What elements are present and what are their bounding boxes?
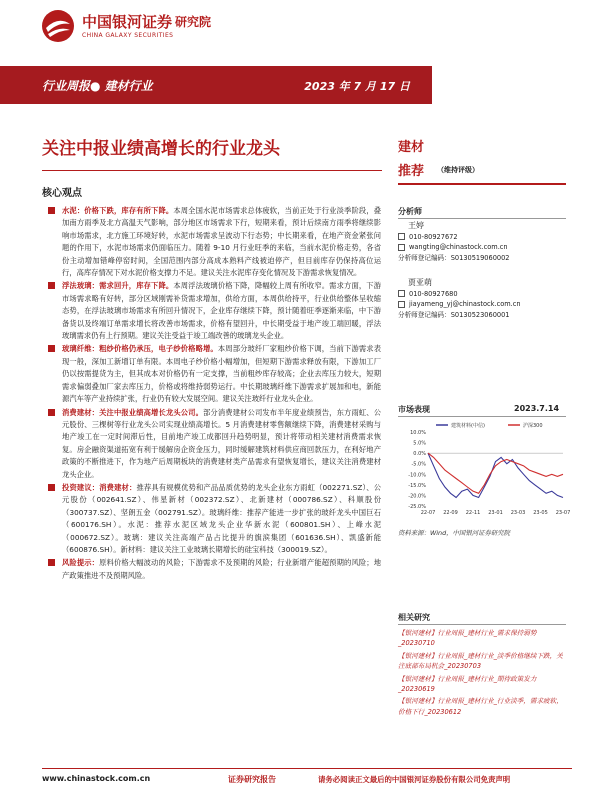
institute-label: 研究院 <box>175 15 212 29</box>
market-title: 市场表现 <box>398 405 430 414</box>
y-tick-label: 0.0% <box>413 451 426 458</box>
para-risk <box>48 557 381 582</box>
analyst-card-1 <box>398 221 568 263</box>
para-text: 部分消费建材公司发布半年度业绩预告，东方雨虹、公元股份、三棵树等行业龙头公司实现业绩高增长。5 月消费建材零售额继续下降，消费建材采购与地产竣工在一定时间滞后性，目前地产竣工成都回升趋势明显，预计将带动相关建材消费需求恢复。房企融资渠道拓宽有利于缓解房企资金压力，同时缓解建筑材料供应商回款压力，在利好地产政策的不断推进下，作为地产后周期板块的消费建材类产品需求有望恢复增长，建议关注消费建材龙头企业。 <box>62 407 382 479</box>
related-item[interactable]: 【银河建材】行业周报_建材行业_淡季价格继续下跌，关注底部布局机会_20230703 <box>398 651 563 671</box>
company-logo <box>40 8 260 44</box>
x-tick-label: 23-07 <box>555 510 571 516</box>
analyst-divider <box>398 218 566 219</box>
footer-report-label: 证券研究报告 <box>228 775 276 784</box>
para-lead: 浮法玻璃：需求回升，库存下降。 <box>62 281 174 291</box>
chart-source: 资料来源：Wind，中国银河证券研究院 <box>398 529 511 537</box>
bullet-icon <box>48 559 55 566</box>
email-icon <box>398 301 405 308</box>
para-cement <box>48 205 381 279</box>
y-tick-label: -20.0% <box>408 493 426 500</box>
footer-disclaimer: 请务必阅读正文最后的中国银河证券股份有限公司免责声明 <box>318 775 511 784</box>
core-viewpoints <box>48 205 381 583</box>
para-lead: 玻璃纤维：粗纱价格仍承压，电子纱价格略增。 <box>62 344 218 354</box>
bullet-icon <box>48 282 55 289</box>
footer-url[interactable]: www.chinastock.com.cn <box>42 774 151 783</box>
x-tick-label: 22-09 <box>443 510 458 516</box>
para-text: 推荐具有规模优势和产品品质优势的龙头企业东方雨虹（002271.SZ）、公元股份（002641.SZ）、伟星新材（002372.SZ）、北新建材（000786.SZ）、科顺股份（300737.SZ）、坚朗五金（002791.SZ）。玻璃纤维：推荐产能进一步扩张的玻纤龙头中国巨石（600176.SH）。水泥：推荐水泥区域龙头企业华新水泥（600801.SH）、上峰水泥（000672.SZ）。玻璃：建议关注高端产品占比提升的旗滨集团（601636.SH）、凯盛新能（600876.SH）。新材料：建议关注工业玻璃长期增长的硅宝科技（300019.SZ）。 <box>62 482 382 554</box>
analyst-name: 王婷 <box>408 221 424 230</box>
para-lead: 投资建议：消费建材： <box>62 482 137 492</box>
analyst-cert: 分析师登记编码：S0130523060001 <box>398 310 510 319</box>
para-investment <box>48 482 381 556</box>
market-date: 2023.7.14 <box>514 404 560 413</box>
report-type: 行业周报● 建材行业 <box>42 79 153 93</box>
logo-en-text: CHINA GALAXY SECURITIES <box>82 31 174 39</box>
para-text: 本周全国水泥市场需求总体疲软，当前正处于行业淡季阶段，叠加南方雨季及北方高温天气影响，部分地区市场需求下行，短期来看，预计后续南方雨季将继续影响市场需求，北方施工环境好转，水泥市场需求呈波动下行态势；中长期来看，在地产资金紧张问题的作用下，水泥市场需求仍面临压力。随着 9-10 月行业旺季的来临，当前水泥价格走势，各省份主动增加错峰停窑时间，全国范围内部分高成本熟料产线被迫停产，但目前库存仍保持高位运行，高库存情况下对水泥价格支撑力不足。建议关注水泥库存变化情况及下游需求恢复情况。 <box>62 206 382 278</box>
related-title: 相关研究 <box>398 613 430 622</box>
x-tick-label: 23-01 <box>488 510 503 516</box>
y-tick-label: -5.0% <box>411 461 426 468</box>
report-date: 2023 年 7 月 17 日 <box>304 80 410 93</box>
para-glass-fiber <box>48 343 381 405</box>
analyst-card-2 <box>398 278 568 320</box>
rating-note: （维持评级） <box>437 166 479 174</box>
para-lead: 水泥：价格下跌，库存有所下降。 <box>62 206 174 215</box>
analyst-cert: 分析师登记编码：S0130519060002 <box>398 253 510 262</box>
para-lead: 消费建材：关注中报业绩高增长龙头公司。 <box>62 407 204 417</box>
analyst-phone: 010-80927680 <box>409 289 458 298</box>
rating: 推荐 <box>398 164 425 179</box>
bullet-icon <box>48 484 55 491</box>
x-tick-label: 23-05 <box>533 510 548 516</box>
bullet-icon <box>48 207 55 214</box>
para-text: 本周浮法玻璃价格下降，降幅较上周有所收窄。需求方面，下游市场需求略有好转，部分区域刚需补货需求增加，供给方面，本周供给持平，行业供给整体呈收缩态势，在浮法玻璃市场需求有所回升情况下，企业库存继续下降，预计随着旺季逐渐来临，中下游备货以及终端订单需求增长将改善市场需求，价格有望回升，中长期受益于地产竣工端回暖，浮法玻璃需求仍有上行预期。建议关注受益于竣工端改善的玻璃龙头企业。 <box>62 281 382 341</box>
series-line-csi300 <box>428 453 563 493</box>
x-tick-label: 22-11 <box>465 510 481 516</box>
analyst-name: 贾亚萌 <box>408 278 432 287</box>
analyst-email: wangting@chinastock.com.cn <box>409 243 508 252</box>
para-consumer-materials <box>48 407 381 481</box>
y-tick-label: 10.0% <box>410 430 426 436</box>
page-title: 关注中报业绩高增长的行业龙头 <box>42 139 280 159</box>
bullet-icon <box>48 345 55 352</box>
logo-cn-text: 中国银河证券 <box>82 12 173 31</box>
y-tick-label: -25.0% <box>408 504 426 510</box>
related-list <box>398 628 568 719</box>
related-item[interactable]: 【银河建材】行业周报_建材行业_行业淡季，需求疲软，价格下行_20230612 <box>398 697 563 716</box>
para-text: 本周部分玻纤厂家粗纱价格下调，当前下游需求表现一般，深加工新增订单有限。本周电子纱价格小幅增加，但短期下游需求释放有限，下游加工厂仍以按需提货为主，但其成本对价格仍有一定支撑，当前粗纱库存较高；企业去库压力较大，短期需求偏弱叠加厂家去库压力，价格或将维持弱势运行。中长期玻璃纤维下游需求扩展加和电，新能源汽车等产业持续扩张，行业仍有较大发展空间。建议关注玻纤行业龙头企业。 <box>62 344 382 404</box>
para-text: 原料价格大幅波动的风险；下游需求不及预期的风险；行业新增产能超预期的风险；地产政策推进不及预期风险。 <box>62 558 381 580</box>
legend-label: 沪深300 <box>523 423 543 429</box>
footer-divider <box>42 768 572 769</box>
email-icon <box>398 244 405 251</box>
y-tick-label: 5.0% <box>413 440 426 447</box>
para-float-glass <box>48 280 381 342</box>
core-viewpoint-label: 核心观点 <box>42 188 82 199</box>
industry-name: 建材 <box>398 140 425 155</box>
phone-icon <box>398 290 405 297</box>
galaxy-logo-icon <box>40 8 76 44</box>
market-chart <box>398 418 571 523</box>
y-tick-label: -15.0% <box>408 482 426 489</box>
analyst-phone: 010-80927672 <box>409 232 458 241</box>
related-divider <box>398 624 566 625</box>
analyst-email: jiayameng_yj@chinastock.com.cn <box>409 300 521 309</box>
x-tick-label: 22-07 <box>420 510 436 516</box>
related-item[interactable]: 【银河建材】行业周报_建材行业_需求保持弱势_20230710 <box>398 629 537 648</box>
bullet-icon <box>48 409 55 416</box>
legend-label: 建筑材料(中信) <box>451 423 485 429</box>
market-divider <box>398 416 566 417</box>
banner-cut <box>432 66 600 104</box>
phone-icon <box>398 233 405 240</box>
y-tick-label: -10.0% <box>408 472 426 479</box>
x-tick-label: 23-03 <box>510 510 526 516</box>
analyst-title: 分析师 <box>398 207 422 216</box>
title-divider <box>42 170 382 171</box>
para-lead: 风险提示： <box>62 558 100 568</box>
rating-divider <box>398 183 566 185</box>
related-item[interactable]: 【银河建材】行业周报_建材行业_期待政策发力_20230619 <box>398 674 537 694</box>
report-banner <box>0 66 600 104</box>
